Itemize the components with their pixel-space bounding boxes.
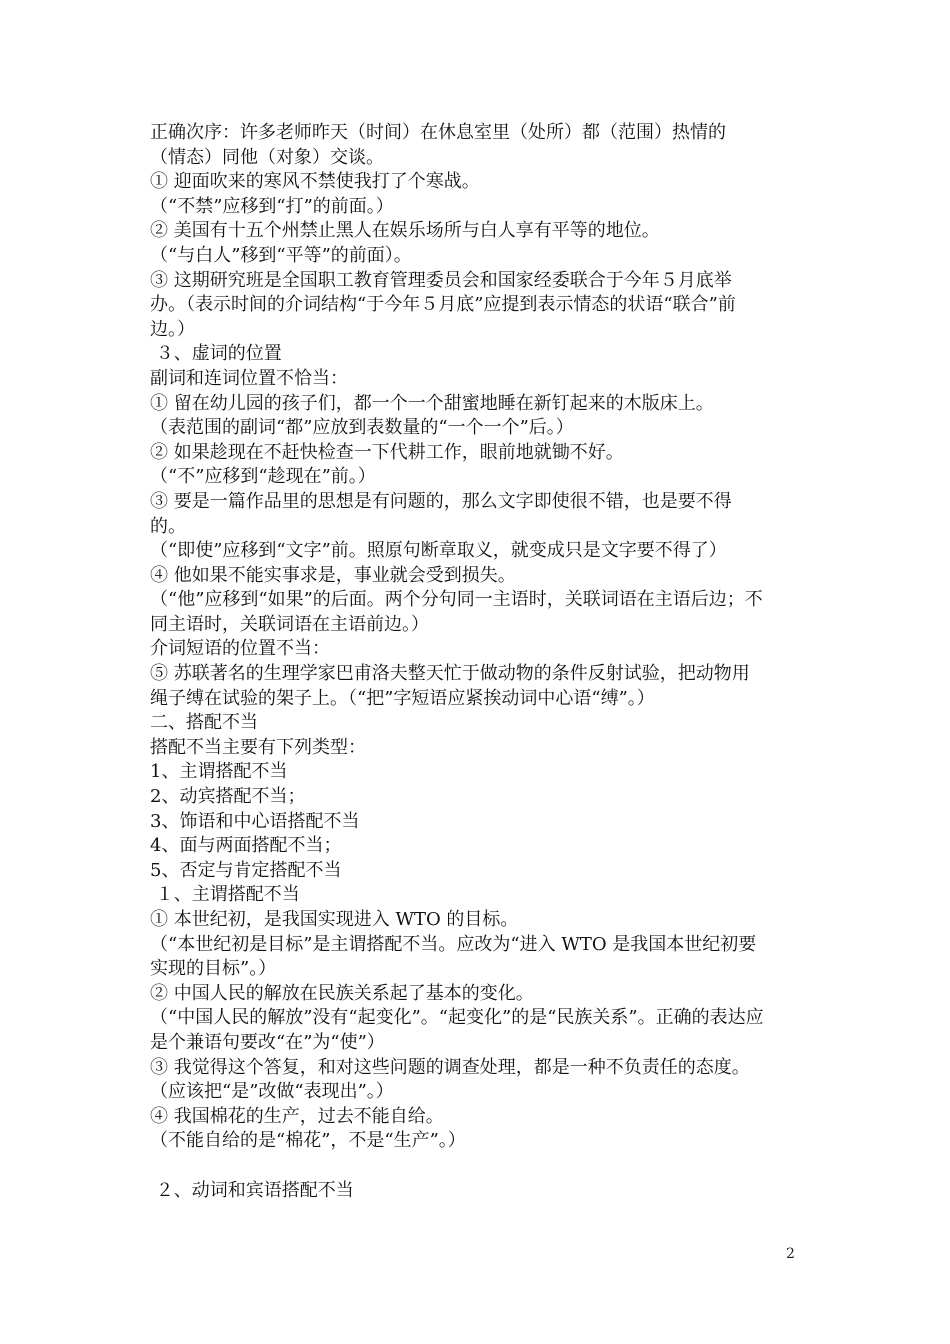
- text-line: （“不”应移到“趁现在”前。）: [150, 466, 376, 488]
- text-line: （表范围的副词“都”应放到表数量的“一个一个”后。）: [150, 417, 574, 439]
- text-line: ③ 我觉得这个答复，和对这些问题的调查处理，都是一种不负责任的态度。: [150, 1056, 750, 1078]
- text-line: ① 迎面吹来的寒风不禁使我打了个寒战。: [150, 171, 480, 193]
- text-line: （“不禁”应移到“打”的前面。）: [150, 195, 394, 217]
- text-line: 正确次序：许多老师昨天（时间）在休息室里（处所）都（范围）热情的: [150, 122, 726, 143]
- text-line: ⑤ 苏联著名的生理学家巴甫洛夫整天忙于做动物的条件反射试验，把动物用: [150, 663, 750, 685]
- section-heading: ２、动词和宾语搭配不当: [150, 1179, 354, 1201]
- text-line: ③ 要是一篇作品里的思想是有问题的，那么文字即使很不错，也是要不得: [150, 490, 732, 512]
- text-line: 的。: [150, 515, 186, 537]
- text-line: 是个兼语句要改“在”为“使”）: [150, 1031, 385, 1053]
- text-line: 搭配不当主要有下列类型：: [150, 736, 366, 758]
- text-line: 实现的目标”。）: [150, 958, 277, 980]
- text-line: ① 留在幼儿园的孩子们，都一个一个甜蜜地睡在新钉起来的木版床上。: [150, 392, 714, 414]
- text-line: （应该把“是”改做“表现出”。）: [150, 1081, 394, 1103]
- text-line: ② 如果趁现在不赶快检查一下代耕工作，眼前地就锄不好。: [150, 441, 624, 463]
- text-line: 副词和连词位置不恰当：: [150, 367, 348, 389]
- text-line: （“即使”应移到“文字”前。照原句断章取义，就变成只是文字要不得了）: [150, 540, 727, 562]
- section-heading: １、主谓搭配不当: [150, 884, 300, 906]
- list-item: 4、面与两面搭配不当；: [150, 835, 342, 857]
- text-line: （“他”应移到“如果”的后面。两个分句同一主语时，关联词语在主语后边；不: [150, 589, 763, 611]
- text-line: （“中国人民的解放”没有“起变化”。“起变化”的是“民族关系”。正确的表达应: [150, 1007, 764, 1029]
- list-item: 5、否定与肯定搭配不当: [150, 859, 342, 881]
- text-line: ① 本世纪初，是我国实现进入 WTO 的目标。: [150, 909, 519, 930]
- text-line: 办。（表示时间的介词结构“于今年５月底”应提到表示情态的状语“联合”前: [150, 294, 736, 316]
- text-line: （“与白人”移到“平等”的前面）。: [150, 244, 412, 266]
- text-line: 介词短语的位置不当：: [150, 638, 330, 660]
- page-number: 2: [786, 1246, 795, 1262]
- text-line: ③ 这期研究班是全国职工教育管理委员会和国家经委联合于今年５月底举: [150, 269, 732, 291]
- text-line: 同主语时，关联词语在主语前边。）: [150, 613, 429, 635]
- section-heading: 二、搭配不当: [150, 712, 258, 734]
- text-line: ② 美国有十五个州禁止黑人在娱乐场所与白人享有平等的地位。: [150, 220, 660, 242]
- text-line: ④ 他如果不能实事求是，事业就会受到损失。: [150, 564, 516, 586]
- text-line: ④ 我国棉花的生产，过去不能自给。: [150, 1105, 444, 1127]
- text-line: （不能自给的是“棉花”，不是“生产”。）: [150, 1130, 466, 1152]
- text-line: 边。）: [150, 318, 195, 340]
- document-body: [150, 121, 810, 1203]
- text-line: ② 中国人民的解放在民族关系起了基本的变化。: [150, 982, 534, 1004]
- text-line: （“本世纪初是目标”是主谓搭配不当。应改为“进入 WTO 是我国本世纪初要: [150, 933, 757, 955]
- section-heading: ３、虚词的位置: [150, 343, 282, 365]
- blank-line: [150, 1154, 810, 1179]
- text-line: 绳子缚在试验的架子上。（“把”字短语应紧挨动词中心语“缚”。）: [150, 687, 655, 709]
- list-item: 1、主谓搭配不当: [150, 761, 288, 783]
- list-item: 2、动宾搭配不当；: [150, 786, 306, 808]
- text-line: （情态）同他（对象）交谈。: [150, 146, 384, 168]
- list-item: 3、饰语和中心语搭配不当: [150, 810, 360, 832]
